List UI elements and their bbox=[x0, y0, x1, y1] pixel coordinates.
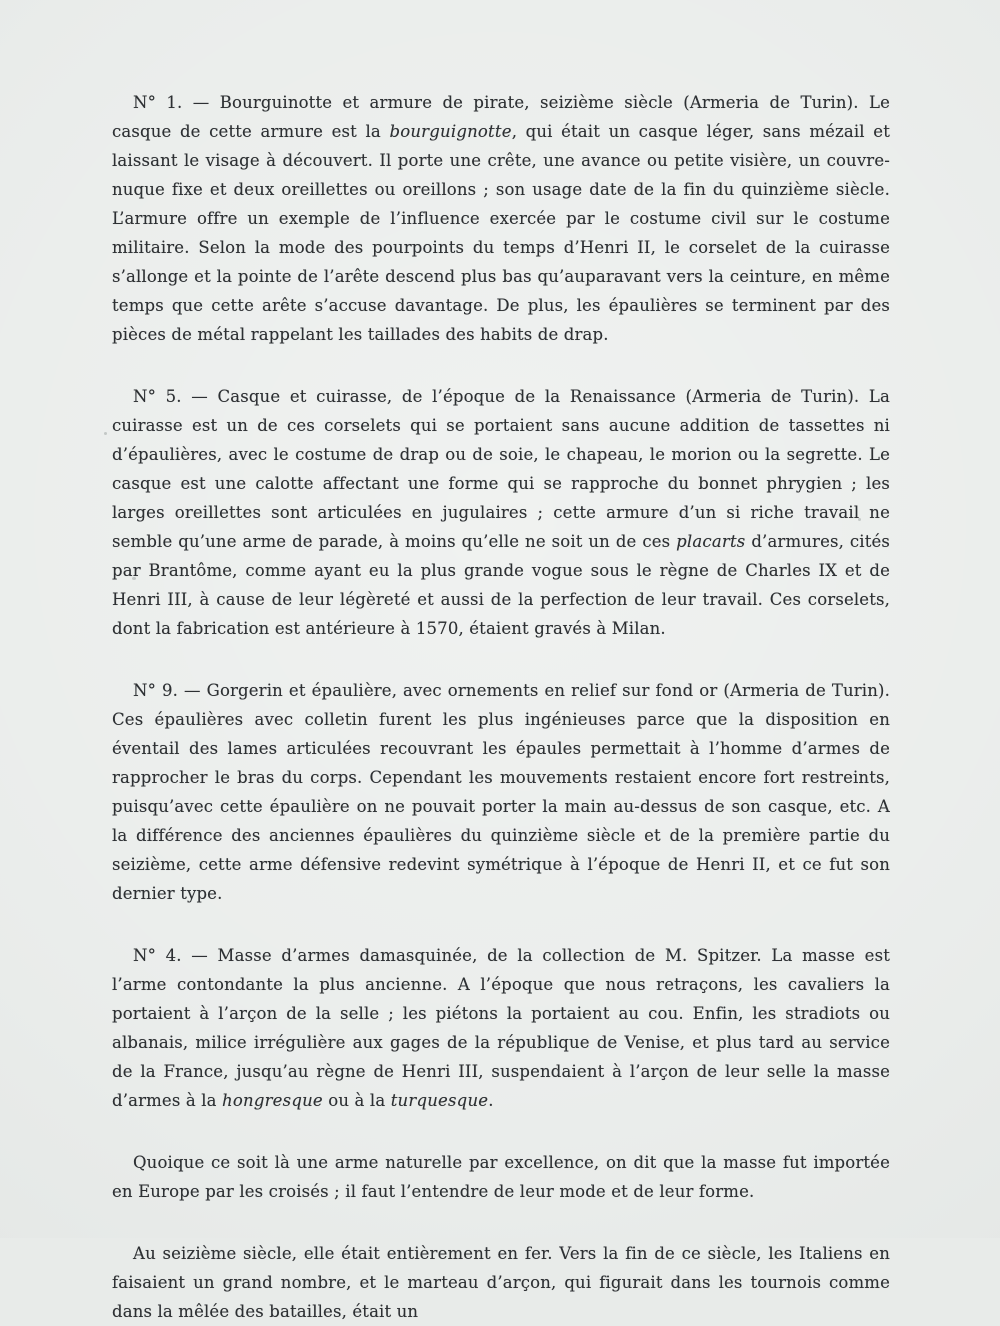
paragraph-entry-no-5 bbox=[112, 382, 890, 643]
text-run: N° 1. — Bourguinotte et armure de pirate, seizième siècle (Armeria de Turin). Le casque de cette armure est la bbox=[112, 93, 890, 141]
text-run: Quoique ce soit là une arme naturelle par excellence, on dit que la masse fut importée en Europe par les croisés ; il faut l’entendre de leur mode et de leur forme. bbox=[112, 1153, 890, 1201]
paragraph-mass-origin bbox=[112, 1148, 890, 1206]
scan-speck bbox=[104, 432, 107, 435]
text-run: , qui était un casque léger, sans mézail et laissant le visage à découvert. Il porte une crête, une avance ou petite visière, un couvre-nuque fixe et deux oreillettes ou oreillons ; son usage date de la fin du quinzième siècle. L’armure offre un exemple de l’influence exercée par le costume civil sur le costume militaire. Selon la mode des pourpoints du temps d’Henri II, le corselet de la cuirasse s’allonge et la pointe de l’arête descend plus bas qu’auparavant vers la ceinture, en même temps que cette arête s’accuse davantage. De plus, les épaulières se terminent par des pièces de métal rappelant les taillades des habits de drap. bbox=[112, 122, 890, 344]
text-run: ou à la bbox=[322, 1091, 391, 1110]
text-run: N° 4. — Masse d’armes damasquinée, de la collection de M. Spitzer. La masse est l’arme contondante la plus ancienne. A l’époque que nous retraçons, les cavaliers la portaient à l’arçon de la selle ; les piétons la portaient au cou. Enfin, les stradiots ou albanais, milice irrégulière aux gages de la république de Venise, et plus tard au service de la France, jusqu’au règne de Henri III, suspendaient à l’arçon de leur selle la masse d’armes à la bbox=[112, 946, 890, 1110]
paragraph-entry-no-4 bbox=[112, 941, 890, 1115]
paragraph-entry-no-1 bbox=[112, 88, 890, 349]
text-run: N° 5. — Casque et cuirasse, de l’époque de la Renaissance (Armeria de Turin). La cuirasse est un de ces corselets qui se portaient sans aucune addition de tassettes ni d’épaulières, avec le costume de drap ou de soie, le chapeau, le morion ou la segrette. Le casque est une calotte affectant une forme qui se rapproche du bonnet phrygien ; les larges oreillettes sont articulées en jugulaires ; cette armure d’un si riche travail ne semble qu’une arme de parade, à moins qu’elle ne soit un de ces bbox=[112, 387, 890, 551]
italic-term: hongresque bbox=[222, 1091, 323, 1110]
italic-term: turquesque bbox=[390, 1091, 489, 1110]
italic-term: bourguignotte bbox=[389, 122, 512, 141]
text-run: . bbox=[488, 1091, 494, 1110]
italic-term: placarts bbox=[676, 532, 746, 551]
text-run: N° 9. — Gorgerin et épaulière, avec ornements en relief sur fond or (Armeria de Turin). Ces épaulières avec colletin furent les plus ingénieuses parce que la disposition en éventail des lames articulées recouvrant les épaules permettait à l’homme d’armes de rapprocher le bras du corps. Cependant les mouvements restaient encore fort restreints, puisqu’avec cette épaulière on ne pouvait porter la main au-dessus de son casque, etc. A la différence des anciennes épaulières du quinzième siècle et de la première partie du seizième, cette arme défensive redevint symétrique à l’époque de Henri II, et ce fut son dernier type. bbox=[112, 681, 890, 903]
text-run: Au seizième siècle, elle était entièrement en fer. Vers la fin de ce siècle, les Italiens en faisaient un grand nombre, et le marteau d’arçon, qui figurait dans les tournois comme dans la mêlée des batailles, était un bbox=[112, 1244, 890, 1321]
text-run: d’armures, cités par Brantôme, comme ayant eu la plus grande vogue sous le règne de Charles IX et de Henri III, à cause de leur légèreté et aussi de la perfection de leur travail. Ces corselets, dont la fabrication est antérieure à 1570, étaient gravés à Milan. bbox=[112, 532, 891, 638]
page-text-block bbox=[112, 88, 890, 1326]
paragraph-sixteenth-century bbox=[112, 1239, 890, 1326]
paragraph-entry-no-9 bbox=[112, 676, 890, 908]
